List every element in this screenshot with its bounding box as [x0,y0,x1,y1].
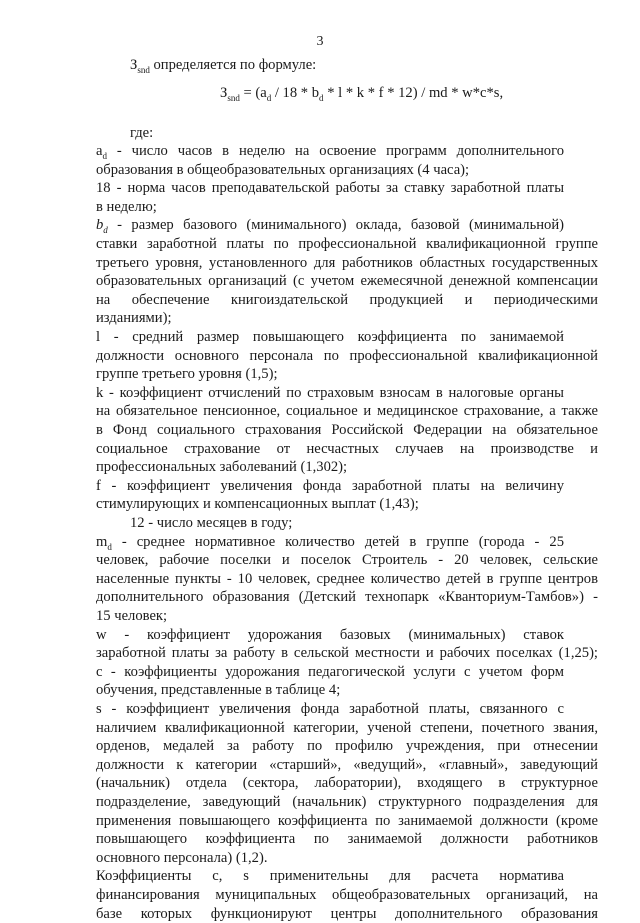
text-line-rest: - число часов в неделю на освоение программ дополнительного [106,143,564,159]
where-label: где: [130,125,154,141]
text-line-content: Коэффициенты c, s применительны для расчета норматива [96,868,564,885]
text-line [96,458,347,476]
text-line-content: дополнительного образования (Детский технопарк «Кванториум-Тамбов») - [96,589,598,606]
text-line [96,812,598,830]
text-line-content: l - средний размер повышающего коэффициента по занимаемой [96,329,564,345]
text-line [96,756,598,774]
text-line-content: в неделю; [96,198,157,215]
formula-part-2: / 18 * b [271,85,320,101]
text-line-content: населенные пункты - 10 человек, среднее количество детей в группе центров [96,570,598,587]
text-line [96,477,564,495]
text-line [96,309,172,327]
text-line-content: k - коэффициент отчислений по страховым взносам в налоговые органы [96,384,564,401]
text-line [96,774,598,792]
text-line [96,291,598,309]
text-line-content: социальное страхование от несчастных случаев на производстве и [96,440,598,457]
text-line-subscript: d [103,225,108,236]
text-line [96,867,564,885]
formula-part-3: * l * k * f * 12) / md * w*c*s, [323,85,504,101]
text-line [96,886,598,904]
text-line [96,421,598,439]
text-line-content: орденов, медалей за работу по профилю учреждения, при отнесении [96,738,598,755]
text-line-content: финансирования муниципальных общеобразовательных организаций, на [96,887,598,903]
intro-letter: З [130,57,138,73]
intro-text: определяется по формуле: [149,57,317,73]
text-line-content: f - коэффициент увеличения фонда заработной платы на величину [96,477,564,494]
text-line-content: m [96,533,108,550]
text-line [96,272,598,290]
text-line-content: наличием квалификационной категории, ученой степени, почетного звания, [96,719,598,736]
formula-lhs: З [220,85,228,101]
text-line [96,905,598,923]
text-line-content: образования в общеобразовательных организациях (4 часа); [96,161,470,178]
text-line [96,402,598,420]
formula-part-2-sub: d [319,92,324,103]
text-line [96,793,598,811]
text-line-content: должности к категории «старший», «ведущий», «главный», заведующий [96,756,598,773]
text-line [96,830,598,848]
text-line-content: на обязательное пенсионное, социальное и медицинское страхование, а также [96,403,598,420]
text-line [96,570,598,588]
formula-lhs-sub: snd [227,92,240,103]
text-line [96,161,469,179]
text-line [96,384,564,402]
text-line-content: профессиональных заболеваний (1,302); [96,459,348,476]
text-line [96,663,564,681]
page-number: 3 [316,34,324,49]
text-line-content: третьего уровня, установленного для работников областных государственных [96,254,598,271]
text-line-subscript: d [107,541,112,552]
text-line [96,347,598,365]
text-line-content: изданиями); [96,310,172,327]
text-line [96,700,564,718]
text-line [96,365,278,383]
formula [220,84,503,107]
text-line [96,328,564,346]
text-line-content: 18 - норма часов преподавательской работы за ставку заработной платы [96,180,564,197]
text-line [96,607,167,625]
text-line-content: должности основного персонала по профессиональной квалификационной [96,347,598,364]
text-line [130,514,292,532]
text-line-content: базе которых функционируют центры дополнительного образования [96,905,598,922]
text-line-content: s - коэффициент увеличения фонда заработной платы, связанного с [96,701,564,717]
text-line-subscript: d [102,150,107,161]
intro-subscript: snd [137,64,150,75]
formula-part-1-sub: d [266,92,272,103]
text-line-rest: - среднее нормативное количество детей в группе (города - 25 [111,533,564,550]
text-line-content: в Фонд социального страхования Российской Федерации на обязательное [96,422,598,438]
text-line-content: стимулирующих и компенсационных выплат (1,43); [96,496,419,513]
text-line [96,495,419,513]
text-line-content: обучения, представленные в таблице 4; [96,682,341,699]
intro-line [130,56,316,79]
text-line [96,719,598,737]
text-line-content: 12 - число месяцев в году; [130,515,293,531]
text-line-content: основного персонала) (1,2). [96,849,268,866]
text-line [96,849,267,867]
text-line-content: образовательных организаций (с учетом ежемесячной денежной компенсации [96,273,598,290]
text-line-content: применения повышающего коэффициента по занимаемой должности (кроме [96,812,598,829]
text-line-content: c - коэффициенты удорожания педагогической услуги с учетом форм [96,663,564,680]
text-line-content: ставки заработной платы по профессиональной квалификационной группе [96,236,598,252]
text-line-content: b [96,217,104,234]
text-line [96,551,598,569]
text-line [96,681,340,699]
text-line-content: w - коэффициент удорожания базовых (минимальных) ставок [96,626,564,643]
text-line [96,440,598,458]
text-line-content: 15 человек; [96,608,168,624]
text-line-rest: - размер базового (минимального) оклада, базовой (минимальной) [107,217,564,234]
text-line-content: группе третьего уровня (1,5); [96,366,278,383]
text-line-content: подразделение, заведующий (начальник) структурного подразделения для [96,794,598,810]
text-line [96,179,564,197]
text-line-content: на обеспечение книгоиздательской продукцией и периодическими [96,291,598,308]
text-line-content: (начальник) отдела (сектора, лаборатории), входящего в структурное [96,775,598,792]
text-line [96,737,598,755]
text-line-content: человек, рабочие поселки и поселок Строитель - 20 человек, сельские [96,552,598,569]
text-line [96,588,598,606]
formula-part-1: = (a [239,85,267,101]
text-line-content: повышающего коэффициента по занимаемой должности работников [96,831,598,848]
text-line-content: заработной платы за работу в сельской местности и рабочих поселках (1,25); [96,645,598,662]
text-line [96,198,157,216]
text-line-content: a [96,143,103,159]
text-line [96,644,598,662]
text-line [96,235,598,253]
text-line [96,626,564,644]
text-line [96,254,598,272]
